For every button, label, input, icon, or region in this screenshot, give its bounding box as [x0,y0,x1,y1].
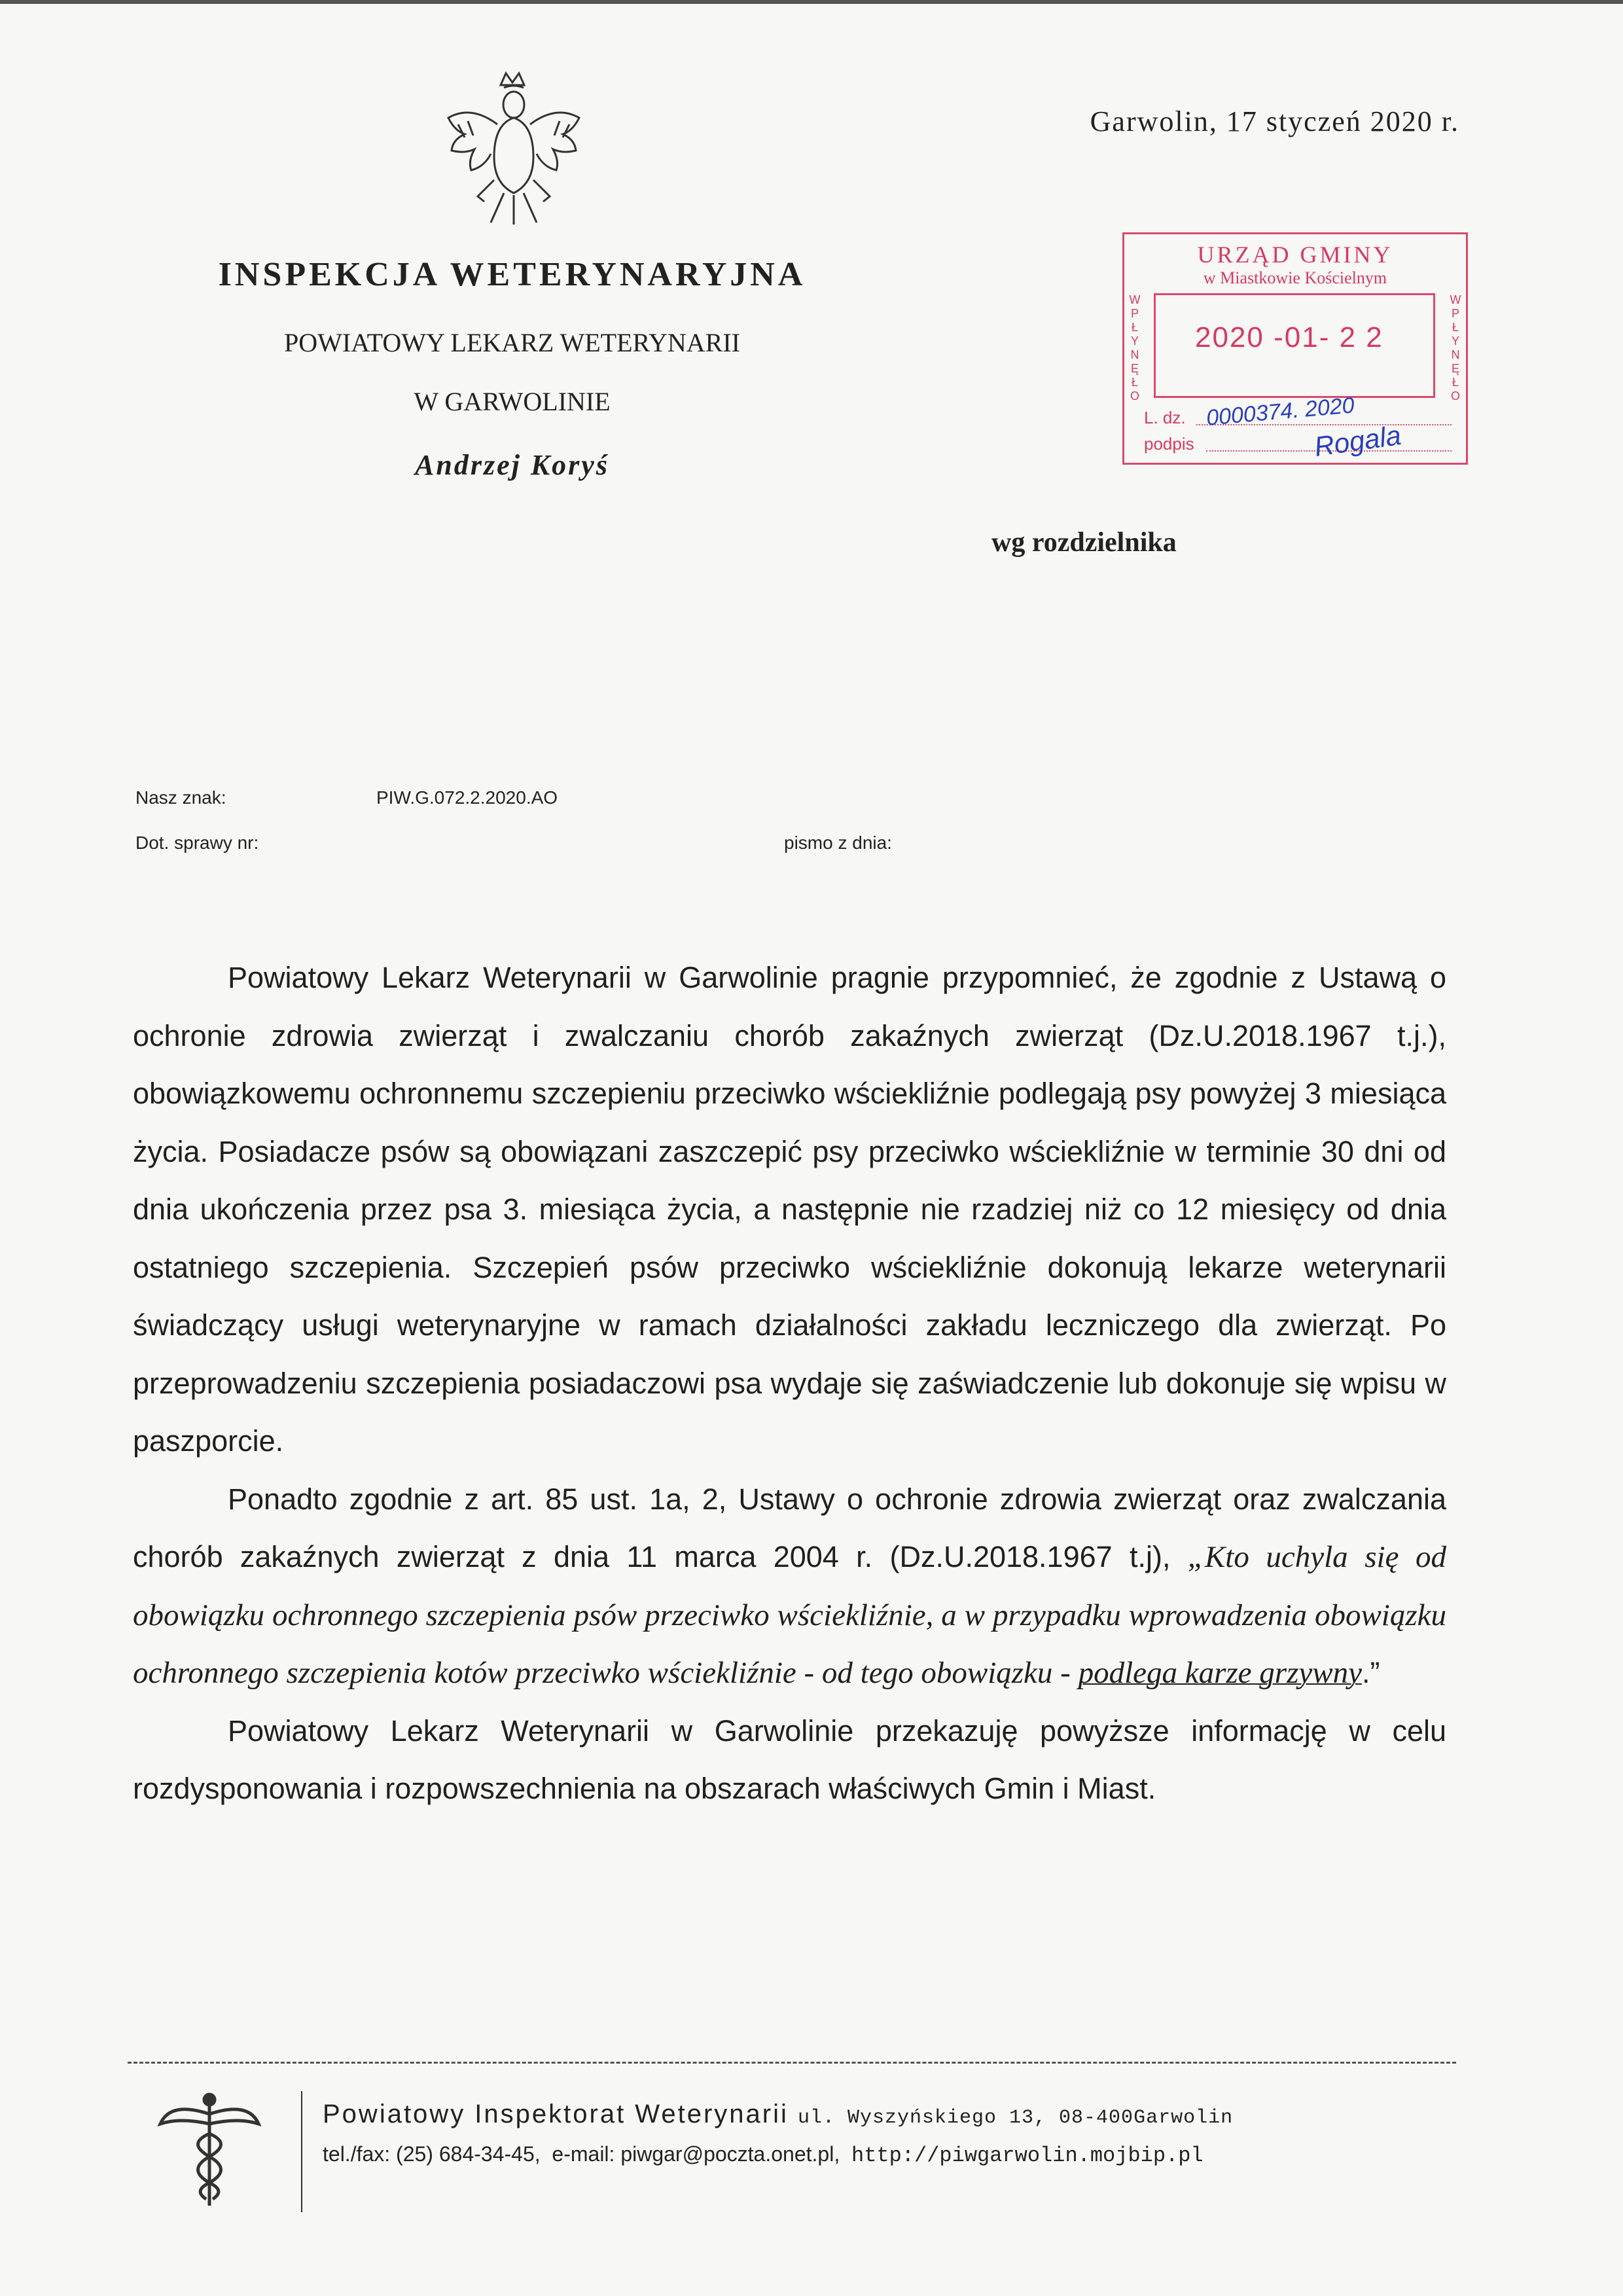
paragraph-2 [133,1471,1446,1702]
institution-title: INSPEKCJA WETERYNARYJNA [218,256,806,293]
stamp-side-text-right: WPŁYNĘŁO [1450,293,1461,403]
quote-end: .” [1361,1656,1380,1689]
footer-email[interactable]: e-mail: piwgar@poczta.onet.pl, [552,2142,840,2166]
stamp-ldz-number: 0000374. 2020 [1205,393,1356,431]
letter-date-label: pismo z dnia: [784,833,892,853]
paragraph-3: Powiatowy Lekarz Weterynarii w Garwolinie przekazuję powyższe informację w celu rozdysponowania i rozpowszechnienia na obszarach właściwych Gmin i Miast. [133,1713,1446,1805]
penalty-text: podlega karze grzywny [1078,1656,1362,1690]
registration-stamp [1122,232,1468,465]
office-line-1: POWIATOWY LEKARZ WETERYNARII [284,328,740,357]
stamp-side-text-left: WPŁYNĘŁO [1129,293,1141,403]
top-border-line [0,0,1623,4]
footer-url[interactable]: http://piwgarwolin.mojbip.pl [851,2144,1204,2168]
officer-name: Andrzej Koryś [415,449,609,481]
footer-phone: tel./fax: (25) 684-34-45, [323,2142,541,2166]
handwritten-signature: Rogala [1312,419,1403,463]
place-date: Garwolin, 17 styczeń 2020 r. [1090,105,1459,137]
paragraph-1: Powiatowy Lekarz Weterynarii w Garwolinie pragnie przypomnieć, że zgodnie z Ustawą o ochronie zdrowia zwierząt i zwalczaniu chorób zakaźnych zwierząt (Dz.U.2018.1967 t.j.), obowiązkowemu ochronnemu szczepieniu przeciwko wściekliźnie podlegają psy powyżej 3 miesiąca życia. Posiadacze psów są obowiązani zaszczepić psy przeciwko wściekliźnie w terminie 30 dni od dnia ukończenia przez psa 3. miesiąca życia, a następnie nie rzadziej niż co 12 miesięcy od dnia ostatniego szczepienia. Szczepień psów przeciwko wściekliźnie dokonują lekarze weterynarii świadczący usługi weterynaryjne w ramach działalności zakładu leczniczego dla zwierząt. Po przeprowadzeniu szczepienia posiadaczowi psa wydaje się zaświadczenie lub dokonuje się wpisu w paszporcie. [133,961,1446,1458]
footer-divider [128,2062,1456,2064]
stamp-signature-label: podpis [1144,434,1194,454]
stamp-date: 2020 -01- 2 2 [1195,321,1383,353]
recipient: wg rozdzielnika [991,528,1177,558]
stamp-date-box [1154,293,1435,398]
footer-address: ul. Wyszyńskiego 13, 08-400Garwolin [797,2107,1234,2129]
footer-vertical-rule [301,2091,302,2212]
footer-org-line [323,2100,1233,2129]
caduceus-icon [151,2088,268,2212]
case-number-label: Dot. sprawy nr: [135,833,259,853]
paragraph-2-lead: Ponadto zgodnie z art. 85 ust. 1a, 2, Ustawy o ochronie zdrowia zwierząt oraz zwalczania chorób zakaźnych zwierząt z dnia 11 marca 2004 r. (Dz.U.2018.1967 t.j), [133,1482,1446,1573]
stamp-ldz-label: L. dz. [1144,408,1186,427]
our-ref-label: Nasz znak: [135,787,226,808]
stamp-title: URZĄD GMINY [1197,242,1393,268]
letter-body [133,949,1446,1818]
office-line-2: W GARWOLINIE [414,387,611,416]
polish-eagle-icon [438,65,589,236]
our-ref-value: PIW.G.072.2.2020.AO [376,787,558,808]
legal-quote-text: „Kto uchyla się od obowiązku ochronnego szczepienia psów przeciwko wściekliźnie, a w przypadku wprowadzenia obowiązku ochronnego szczepienia kotów przeciwko wściekliźnie - od tego obowiązku - [133,1540,1446,1690]
stamp-subtitle: w Miastkowie Kościelnym [1203,268,1387,287]
footer-contact-line [323,2142,1204,2168]
footer-org: Powiatowy Inspektorat Weterynarii [323,2100,789,2128]
